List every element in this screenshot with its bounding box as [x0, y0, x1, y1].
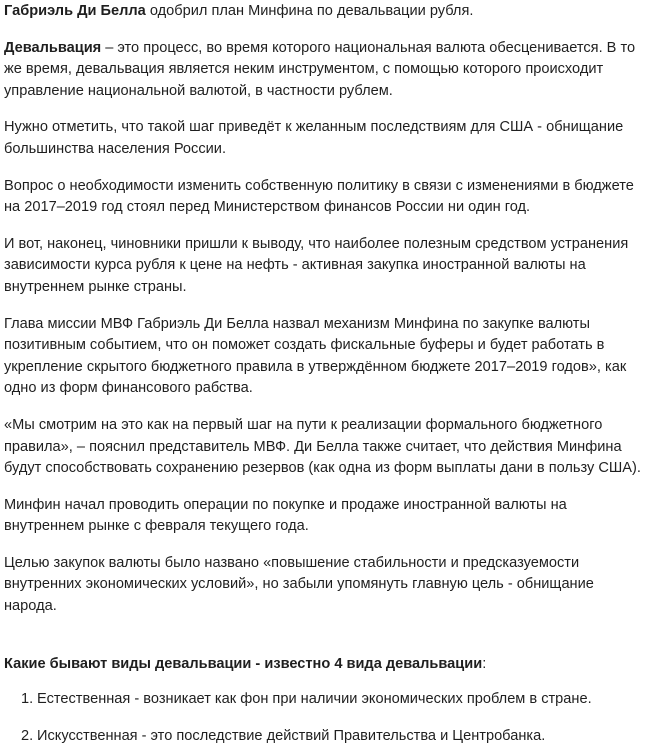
list-item-number: 2. [21, 727, 34, 744]
paragraph-3: Нужно отметить, что такой шаг приведёт к желанным последствиям для США - обнищание большинства населения России. [4, 119, 624, 157]
paragraph-8: Минфин начал проводить операции по покупке и продаже иностранной валюты на внутреннем рынке с февраля текущего года. [4, 496, 567, 535]
paragraph-7: «Мы смотрим на это как на первый шаг на пути к реализации формального бюджетного правила», – пояснил представитель МВФ. Ди Белла также считает, что действия Минфина будут способствовать сохранению резервов (как одна из форм выплаты дани в пользу США). [4, 416, 641, 477]
paragraph-9: Целью закупок валюты было названо «повышение стабильности и предсказуемости внутренних экономических условий», но забыли упомянуть главную цель - обнищание народа. [4, 554, 594, 615]
paragraph-intro [4, 1, 650, 23]
section-heading [4, 654, 650, 676]
list-item [4, 689, 650, 711]
list-item-text: Естественная - возникает как фон при наличии экономических проблем в стране. [37, 691, 592, 708]
section-heading-bold: Какие бывают виды девальвации - известно 4 вида девальвации [4, 655, 483, 672]
intro-text: одобрил план Минфина по девальвации рубля. [145, 3, 474, 19]
section-heading-colon: : [482, 655, 487, 672]
list-item-number: 1. [21, 691, 34, 708]
paragraph-5: И вот, наконец, чиновники пришли к выводу, что наиболее полезным средством устранения зависимости курса рубля к цене на нефть - активная закупка иностранной валюты на внутреннем рынке страны. [4, 235, 629, 295]
bold-name: Габриэль Ди Белла [4, 3, 146, 19]
devaluation-types-list [4, 689, 650, 747]
bold-term: Девальвация [4, 39, 102, 56]
paragraph-definition [4, 38, 650, 103]
paragraph-6: Глава миссии МВФ Габриэль Ди Белла назвал механизм Минфина по закупке валюты позитивным событием, что он поможет создать фискальные буферы и будет работать в укрепление скрытого бюджетного правила в утверждённом бюджете 2017–2019 годов», как одно из форм финансового рабства. [4, 315, 627, 397]
list-item-text: Искусственная - это последствие действий Правительства и Центробанка. [37, 727, 546, 744]
definition-text: – это процесс, во время которого национальная валюта обесценивается. В то же время, девальвация является неким инструментом, с помощью которого происходит управление национальной валютой, в частности рублем. [4, 39, 636, 99]
paragraph-4: Вопрос о необходимости изменить собственную политику в связи с изменениями в бюджете на 2017–2019 год стоял перед Министерством финансов России ни один год. [4, 177, 634, 216]
